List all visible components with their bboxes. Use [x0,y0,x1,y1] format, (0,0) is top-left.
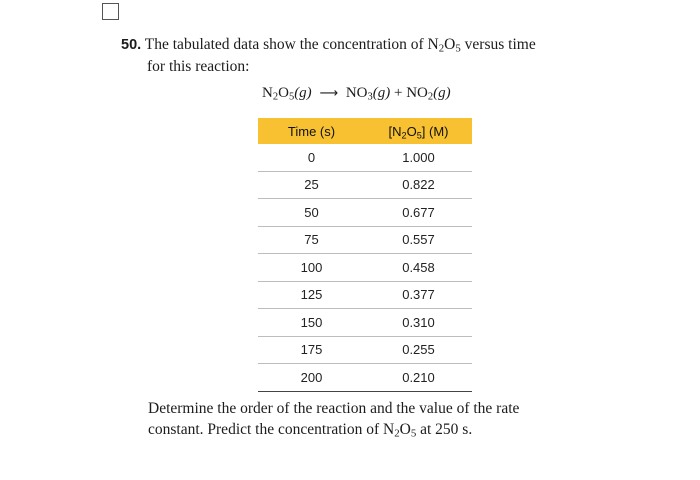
table-row [258,144,472,171]
time-cell: 0 [258,144,365,171]
time-cell: 50 [258,199,365,227]
problem-intro-text: The tabulated data show the concentration of $N_2O_5$ versus time [144,36,536,55]
problem-statement [121,34,601,77]
table-header-row [258,118,472,144]
time-cell: 200 [258,364,365,392]
problem-intro-line2: for this reaction: [147,58,250,75]
product-no2: $NO_2(g)$ [406,85,451,103]
concentration-cell: 0.458 [365,254,472,282]
product-no3: $NO_3(g)$ [345,85,391,103]
time-cell: 100 [258,254,365,282]
checkbox[interactable] [102,3,119,20]
table-row [258,254,472,282]
concentration-cell: 0.557 [365,226,472,254]
concentration-cell: 0.210 [365,364,472,392]
table-row [258,171,472,199]
header-time: Time (s) [258,118,365,144]
table-row [258,364,472,392]
question-text [148,398,608,440]
time-cell: 175 [258,336,365,364]
table-row [258,281,472,309]
table-row [258,199,472,227]
question-line1: Determine the order of the reaction and the value of the rate [148,400,520,417]
concentration-cell: 0.255 [365,336,472,364]
concentration-cell: 0.822 [365,171,472,199]
time-cell: 75 [258,226,365,254]
header-concentration: $[N_2O_5]$ (M) [365,118,472,144]
plus-sign: + [394,85,403,101]
table-row [258,226,472,254]
table-row [258,309,472,337]
reaction-arrow: ⟶ [319,86,339,101]
time-cell: 25 [258,171,365,199]
time-cell: 150 [258,309,365,337]
concentration-cell: 0.310 [365,309,472,337]
problem-number: 50. [121,37,142,53]
reaction-equation [262,85,451,102]
time-cell: 125 [258,281,365,309]
question-line2: constant. Predict the concentration of $N_2O_5$ at 250 s. [148,421,473,440]
concentration-table [258,118,472,392]
concentration-cell: 0.377 [365,281,472,309]
table-row [258,336,472,364]
concentration-cell: 1.000 [365,144,472,171]
reactant: $N_2O_5(g)$ [262,85,312,103]
concentration-cell: 0.677 [365,199,472,227]
